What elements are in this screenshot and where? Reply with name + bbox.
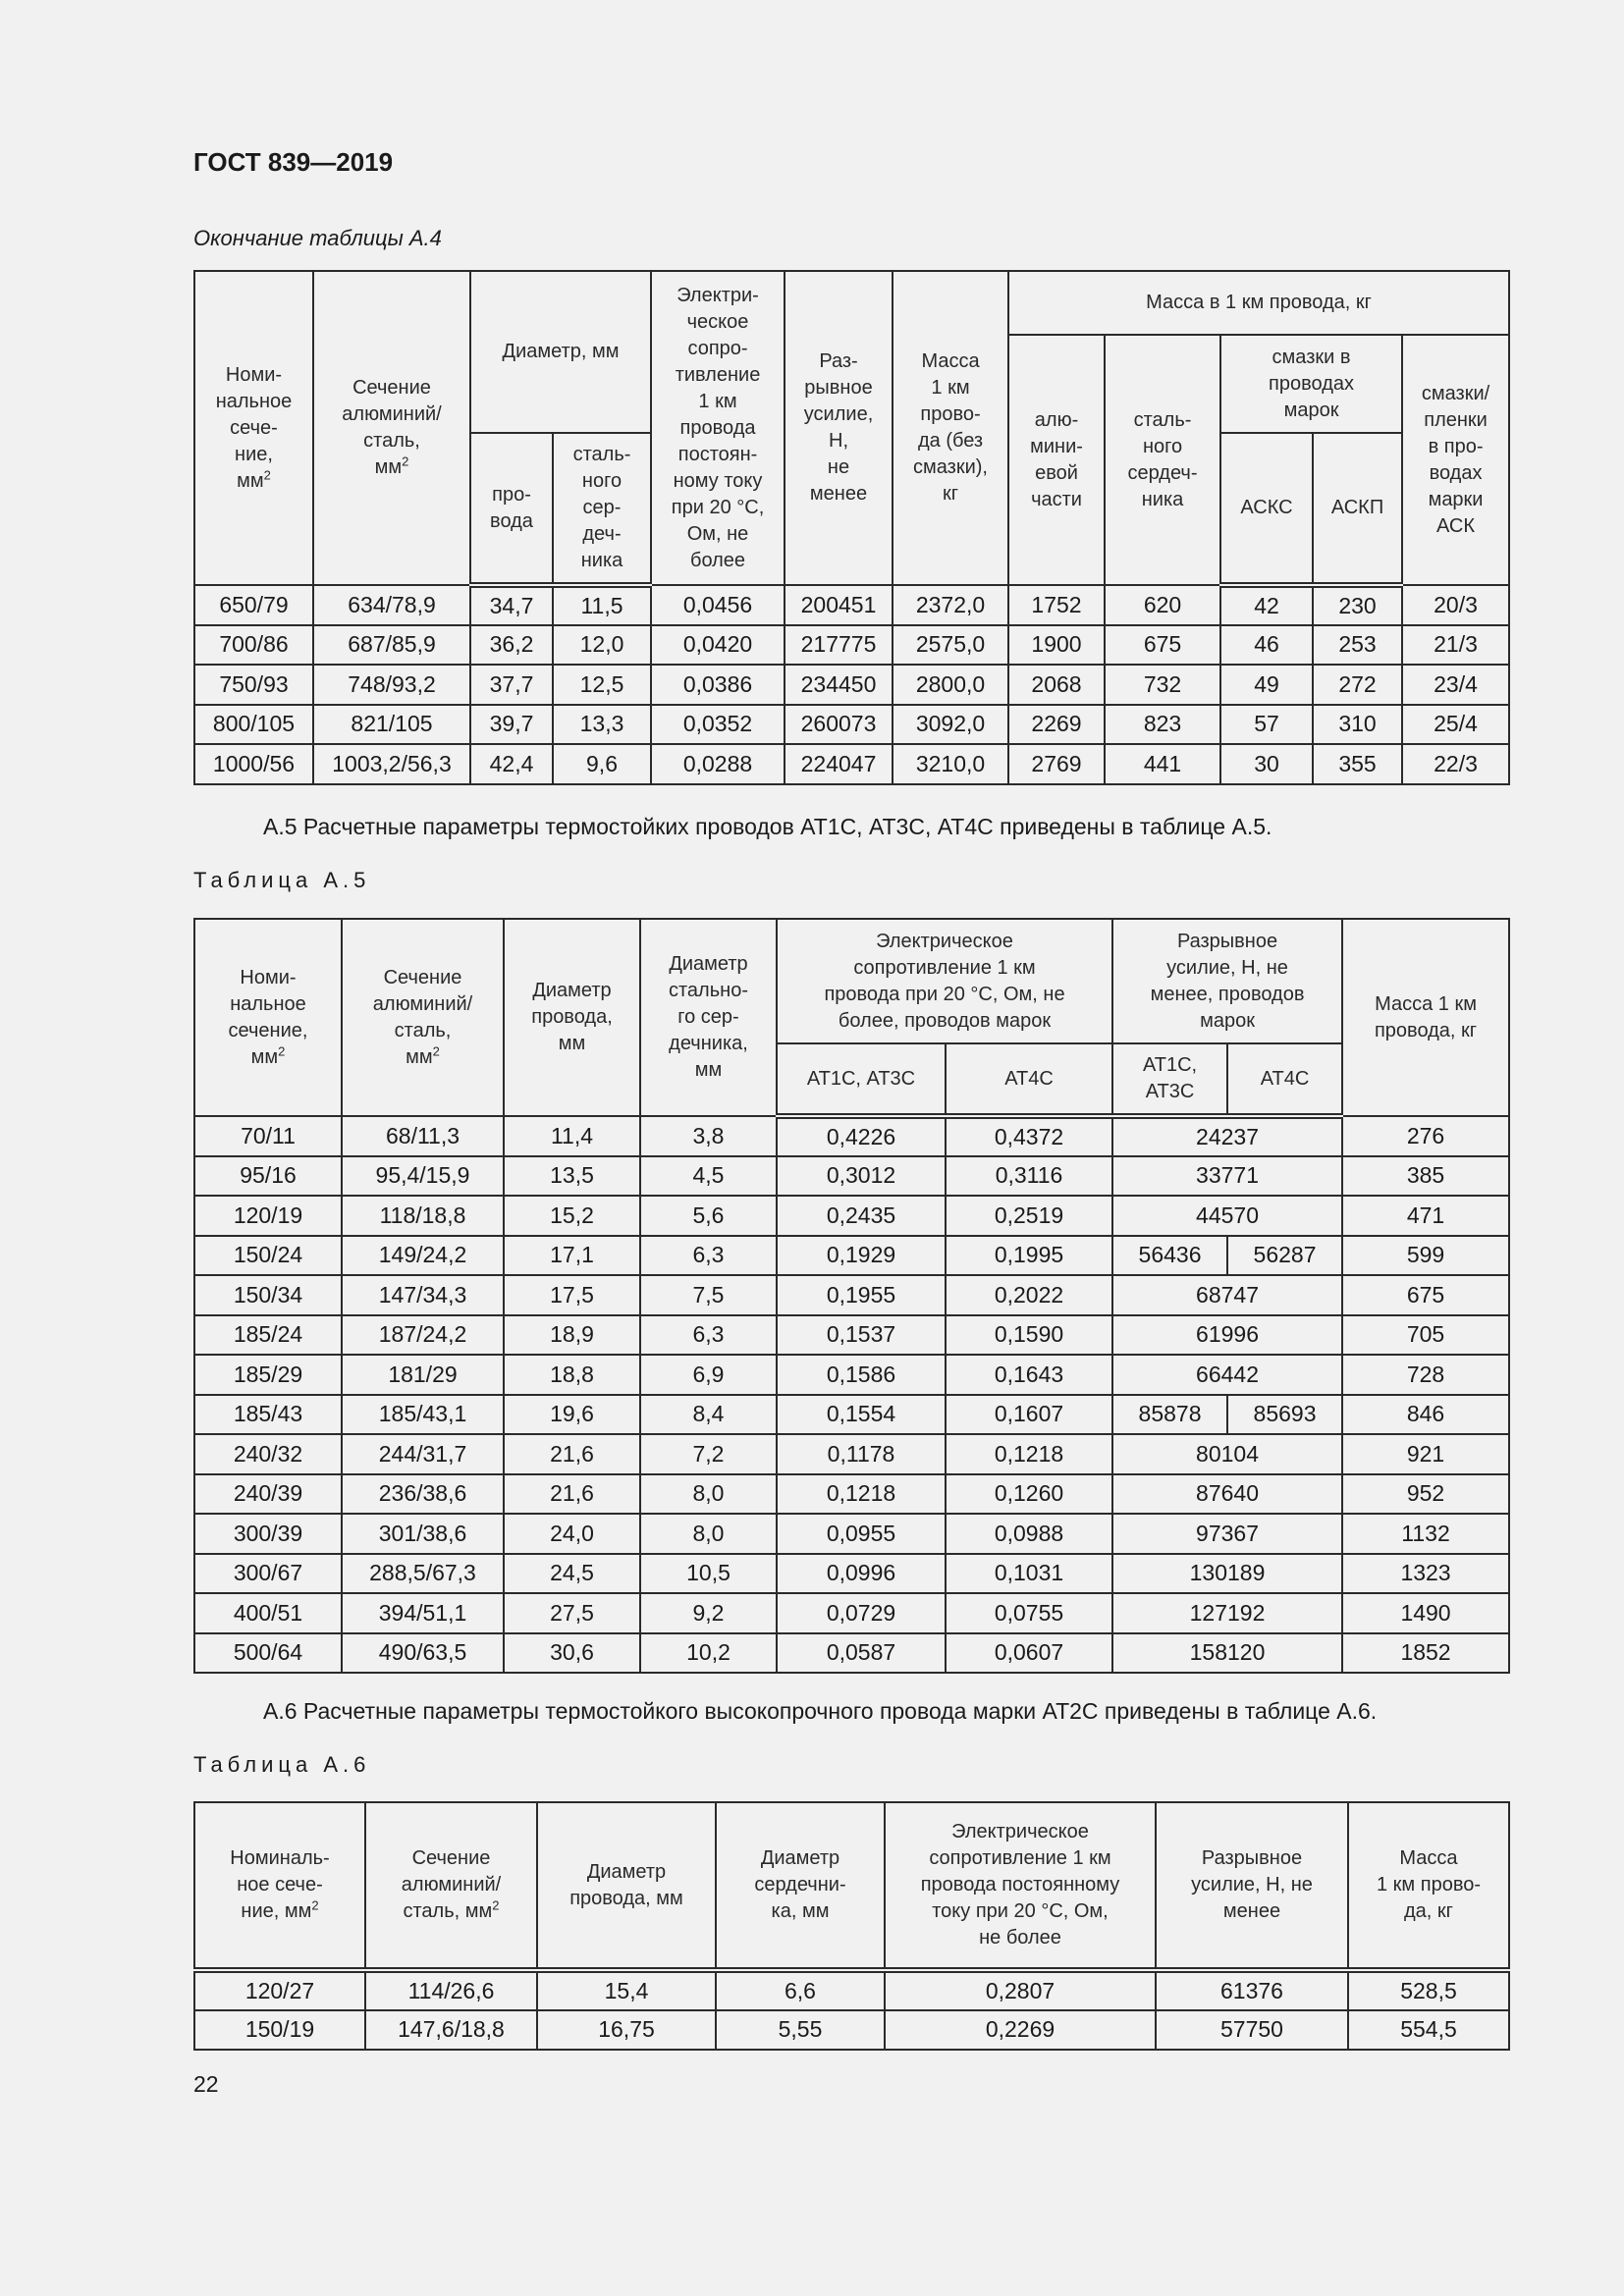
table-cell: 68/11,3 [342,1116,504,1156]
table-cell: 599 [1342,1236,1509,1276]
table-row [194,1554,1509,1594]
table-cell: 921 [1342,1434,1509,1474]
table-cell: 127192 [1112,1593,1342,1633]
header-section-al-steel: Сечение алюминий/ сталь, $мм^2$ [342,919,504,1116]
header-steel-core: сталь- ного сердеч- ника [1105,335,1220,585]
table-cell: 1752 [1008,585,1105,625]
table-cell: 21,6 [504,1434,640,1474]
table-cell: 15,4 [537,1970,716,2010]
table-cell: 700/86 [194,625,313,666]
header-breaking-force: Раз- рывное усилие, Н, не менее [785,271,893,585]
header-nominal-section: Номи- нальное сече- ние, $мм^2$ [194,271,313,585]
table-cell: 3210,0 [893,744,1008,784]
header-break-at1c-at3c: АТ1С, АТ3С [1112,1043,1227,1116]
table-cell: 1852 [1342,1633,1509,1674]
table-a6 [193,1801,1510,2051]
table-cell: 0,4372 [946,1116,1112,1156]
table-cell: 0,1586 [777,1355,946,1395]
table-cell: 120/27 [194,1970,365,2010]
table-cell: 846 [1342,1395,1509,1435]
table-cell: 441 [1105,744,1220,784]
table-cell: 24,0 [504,1514,640,1554]
table-cell: 554,5 [1348,2010,1509,2051]
table-cell: 1490 [1342,1593,1509,1633]
table-cell: 8,4 [640,1395,777,1435]
header-mass: Масса 1 км провода, кг [1342,919,1509,1116]
table-cell: 0,1590 [946,1315,1112,1356]
table-cell: 18,9 [504,1315,640,1356]
table-row [194,705,1509,745]
table-row [194,1156,1509,1197]
table-cell: 0,1218 [946,1434,1112,1474]
table-cell: 0,4226 [777,1116,946,1156]
table-row [194,1514,1509,1554]
table-cell: 30,6 [504,1633,640,1674]
table-cell: 9,2 [640,1593,777,1633]
table-cell: 0,2435 [777,1196,946,1236]
table-cell: 11,4 [504,1116,640,1156]
header-nominal-section: Номиналь- ное сече- ние, $мм^2$ [194,1802,365,1970]
table-cell: 24237 [1112,1116,1342,1156]
table-cell: 181/29 [342,1355,504,1395]
table-cell: 0,1607 [946,1395,1112,1435]
table-cell: 5,6 [640,1196,777,1236]
table-cell: 2769 [1008,744,1105,784]
table-cell: 0,3012 [777,1156,946,1197]
table-cell: 0,1178 [777,1434,946,1474]
table-cell: 23/4 [1402,665,1509,705]
table-cell: 7,5 [640,1275,777,1315]
table-cell: 1323 [1342,1554,1509,1594]
table-cell: 0,0420 [651,625,785,666]
table-cell: 34,7 [470,585,553,625]
header-at4c: АТ4С [946,1043,1112,1116]
table-cell: 800/105 [194,705,313,745]
table-cell: 150/24 [194,1236,342,1276]
table-cell: 471 [1342,1196,1509,1236]
table-cell: 19,6 [504,1395,640,1435]
table-row [194,1275,1509,1315]
table-a5 [193,918,1510,1674]
table-cell: 748/93,2 [313,665,470,705]
table-cell: 8,0 [640,1474,777,1515]
table-cell: 0,1995 [946,1236,1112,1276]
header-wire: про- вода [470,433,553,585]
header-resistance: Электрическое сопротивление 1 км провода постоянному току при 20 °С, Ом, не более [885,1802,1156,1970]
table-a6-caption: Таблица А.6 [193,1752,371,1777]
table-cell: 158120 [1112,1633,1342,1674]
table-cell: 56436 [1112,1236,1227,1276]
table-cell: 9,6 [553,744,651,784]
header-mass-group: Масса в 1 км провода, кг [1008,271,1509,335]
table-cell: 37,7 [470,665,553,705]
table-cell: 0,0996 [777,1554,946,1594]
table-cell: 97367 [1112,1514,1342,1554]
table-cell: 2068 [1008,665,1105,705]
table-cell: 675 [1105,625,1220,666]
header-breaking-force: Разрывное усилие, Н, не менее, проводов марок [1112,919,1342,1043]
table-cell: 0,1955 [777,1275,946,1315]
table-cell: 17,5 [504,1275,640,1315]
table-cell: 44570 [1112,1196,1342,1236]
table-cell: 57 [1220,705,1313,745]
header-resistance: Электри- ческое сопро- тивление 1 км провода постоян- ному току при 20 °С, Ом, не более [651,271,785,585]
table-cell: 6,6 [716,1970,885,2010]
table-row [194,1315,1509,1356]
table-cell: 15,2 [504,1196,640,1236]
paragraph-a5: А.5 Расчетные параметры термостойких проводов АТ1С, АТ3С, АТ4С приведены в таблице А.5. [263,814,1272,839]
table-cell: 3092,0 [893,705,1008,745]
table-cell: 230 [1313,585,1402,625]
table-cell: 1003,2/56,3 [313,744,470,784]
table-cell: 20/3 [1402,585,1509,625]
table-cell: 95/16 [194,1156,342,1197]
table-cell: 46 [1220,625,1313,666]
table-cell: 276 [1342,1116,1509,1156]
table-cell: 95,4/15,9 [342,1156,504,1197]
header-askp: АСКП [1313,433,1402,585]
table-cell: 310 [1313,705,1402,745]
table-cell: 0,1537 [777,1315,946,1356]
table-cell: 150/34 [194,1275,342,1315]
table-cell: 22/3 [1402,744,1509,784]
table-cell: 33771 [1112,1156,1342,1197]
table-cell: 56287 [1227,1236,1342,1276]
table-cell: 118/18,8 [342,1196,504,1236]
table-cell: 0,1929 [777,1236,946,1276]
table-cell: 6,3 [640,1315,777,1356]
table-cell: 21/3 [1402,625,1509,666]
table-cell: 0,0587 [777,1633,946,1674]
table-cell: 821/105 [313,705,470,745]
table-cell: 61996 [1112,1315,1342,1356]
table-row [194,1395,1509,1435]
table-cell: 61376 [1156,1970,1348,2010]
header-core-diameter: Диаметр стально- го сер- дечника, мм [640,919,777,1116]
table-cell: 0,1554 [777,1395,946,1435]
table-cell: 0,1643 [946,1355,1112,1395]
header-breaking-force: Разрывное усилие, Н, не менее [1156,1802,1348,1970]
table-cell: 185/43,1 [342,1395,504,1435]
table-row [194,1236,1509,1276]
table-cell: 1132 [1342,1514,1509,1554]
table-row [194,665,1509,705]
table-cell: 6,3 [640,1236,777,1276]
table-cell: 36,2 [470,625,553,666]
header-break-at4c: АТ4С [1227,1043,1342,1116]
table-row [194,1633,1509,1674]
table-cell: 750/93 [194,665,313,705]
table-cell: 12,0 [553,625,651,666]
header-core: сталь- ного сер- деч- ника [553,433,651,585]
table-row [194,2010,1509,2051]
table-cell: 16,75 [537,2010,716,2051]
table-cell: 0,0352 [651,705,785,745]
table-cell: 39,7 [470,705,553,745]
table-cell: 147,6/18,8 [365,2010,537,2051]
table-row [194,1474,1509,1515]
table-cell: 21,6 [504,1474,640,1515]
table-cell: 0,2022 [946,1275,1112,1315]
page-number: 22 [193,2071,219,2097]
table-cell: 42,4 [470,744,553,784]
header-wire-diameter: Диаметр провода, мм [537,1802,716,1970]
table-cell: 272 [1313,665,1402,705]
table-a5-caption: Таблица А.5 [193,868,371,892]
table-cell: 0,0755 [946,1593,1112,1633]
table-cell: 288,5/67,3 [342,1554,504,1594]
table-cell: 8,0 [640,1514,777,1554]
table-cell: 244/31,7 [342,1434,504,1474]
table-cell: 732 [1105,665,1220,705]
table-cell: 147/34,3 [342,1275,504,1315]
table-cell: 2372,0 [893,585,1008,625]
table-cell: 0,0386 [651,665,785,705]
table-cell: 187/24,2 [342,1315,504,1356]
table-row [194,625,1509,666]
table-cell: 70/11 [194,1116,342,1156]
table-cell: 0,0607 [946,1633,1112,1674]
table-cell: 80104 [1112,1434,1342,1474]
table-cell: 10,5 [640,1554,777,1594]
table-cell: 17,1 [504,1236,640,1276]
table-cell: 130189 [1112,1554,1342,1594]
table-cell: 5,55 [716,2010,885,2051]
table-cell: 234450 [785,665,893,705]
header-core-diameter: Диаметр сердечни- ка, мм [716,1802,885,1970]
table-cell: 49 [1220,665,1313,705]
table-cell: 675 [1342,1275,1509,1315]
table-cell: 13,3 [553,705,651,745]
table-cell: 0,0955 [777,1514,946,1554]
header-mass: Масса 1 км прово- да, кг [1348,1802,1509,1970]
table-cell: 705 [1342,1315,1509,1356]
table-cell: 217775 [785,625,893,666]
header-section-al-steel: Сечение алюминий/ сталь, $мм^2$ [313,271,470,585]
header-asks: АСКС [1220,433,1313,585]
table-cell: 0,2269 [885,2010,1156,2051]
table-cell: 0,0729 [777,1593,946,1633]
table-cell: 149/24,2 [342,1236,504,1276]
table-cell: 185/29 [194,1355,342,1395]
table-cell: 11,5 [553,585,651,625]
table-cell: 236/38,6 [342,1474,504,1515]
table-cell: 300/67 [194,1554,342,1594]
table-row [194,1196,1509,1236]
table-row [194,1116,1509,1156]
table-cell: 85693 [1227,1395,1342,1435]
table-cell: 200451 [785,585,893,625]
table-a4 [193,270,1510,785]
table-cell: 528,5 [1348,1970,1509,2010]
table-cell: 0,0988 [946,1514,1112,1554]
table-cell: 1900 [1008,625,1105,666]
table-row [194,1970,1509,2010]
table-cell: 42 [1220,585,1313,625]
table-cell: 68747 [1112,1275,1342,1315]
table-cell: 0,3116 [946,1156,1112,1197]
table-cell: 728 [1342,1355,1509,1395]
table-cell: 2800,0 [893,665,1008,705]
table-cell: 823 [1105,705,1220,745]
table-cell: 7,2 [640,1434,777,1474]
table-cell: 400/51 [194,1593,342,1633]
table-cell: 240/32 [194,1434,342,1474]
header-diameter: Диаметр, мм [470,271,651,433]
header-nominal-section: Номи- нальное сечение, $мм^2$ [194,919,342,1116]
table-cell: 500/64 [194,1633,342,1674]
table-cell: 12,5 [553,665,651,705]
table-cell: 27,5 [504,1593,640,1633]
table-row [194,744,1509,784]
table-cell: 952 [1342,1474,1509,1515]
table-a4-caption: Окончание таблицы А.4 [193,226,442,250]
table-cell: 634/78,9 [313,585,470,625]
table-cell: 66442 [1112,1355,1342,1395]
table-cell: 87640 [1112,1474,1342,1515]
table-cell: 30 [1220,744,1313,784]
header-section-al-steel: Сечение алюминий/ сталь, $мм^2$ [365,1802,537,1970]
table-cell: 0,0456 [651,585,785,625]
table-cell: 150/19 [194,2010,365,2051]
table-cell: 2269 [1008,705,1105,745]
table-cell: 0,2519 [946,1196,1112,1236]
table-cell: 13,5 [504,1156,640,1197]
table-row [194,585,1509,625]
table-cell: 687/85,9 [313,625,470,666]
document-header: ГОСТ 839—2019 [193,147,394,177]
table-cell: 253 [1313,625,1402,666]
table-cell: 490/63,5 [342,1633,504,1674]
table-row [194,1355,1509,1395]
table-cell: 0,1260 [946,1474,1112,1515]
header-grease-film: смазки/ пленки в про- водах марки АСК [1402,335,1509,585]
table-cell: 620 [1105,585,1220,625]
table-cell: 6,9 [640,1355,777,1395]
table-cell: 10,2 [640,1633,777,1674]
table-cell: 224047 [785,744,893,784]
table-cell: 0,1218 [777,1474,946,1515]
header-wire-diameter: Диаметр провода, мм [504,919,640,1116]
table-cell: 4,5 [640,1156,777,1197]
table-cell: 301/38,6 [342,1514,504,1554]
header-resistance: Электрическое сопротивление 1 км провода при 20 °С, Ом, не более, проводов марок [777,919,1112,1043]
table-cell: 1000/56 [194,744,313,784]
header-at1c-at3c: АТ1С, АТ3С [777,1043,946,1116]
paragraph-a6: А.6 Расчетные параметры термостойкого высокопрочного провода марки АТ2С приведены в таблице А.6. [263,1698,1378,1724]
table-cell: 185/43 [194,1395,342,1435]
table-cell: 650/79 [194,585,313,625]
table-cell: 260073 [785,705,893,745]
table-row [194,1434,1509,1474]
header-mass-no-grease: Масса 1 км прово- да (без смазки), кг [893,271,1008,585]
table-cell: 85878 [1112,1395,1227,1435]
table-cell: 114/26,6 [365,1970,537,2010]
table-cell: 120/19 [194,1196,342,1236]
table-cell: 185/24 [194,1315,342,1356]
table-cell: 2575,0 [893,625,1008,666]
table-cell: 0,2807 [885,1970,1156,2010]
table-cell: 0,0288 [651,744,785,784]
table-cell: 385 [1342,1156,1509,1197]
header-grease-group: смазки в проводах марок [1220,335,1402,433]
table-cell: 18,8 [504,1355,640,1395]
table-row [194,1593,1509,1633]
table-cell: 25/4 [1402,705,1509,745]
table-cell: 24,5 [504,1554,640,1594]
table-cell: 240/39 [194,1474,342,1515]
table-cell: 0,1031 [946,1554,1112,1594]
table-cell: 57750 [1156,2010,1348,2051]
header-aluminium-part: алю- мини- евой части [1008,335,1105,585]
table-cell: 394/51,1 [342,1593,504,1633]
table-cell: 355 [1313,744,1402,784]
table-cell: 3,8 [640,1116,777,1156]
table-cell: 300/39 [194,1514,342,1554]
